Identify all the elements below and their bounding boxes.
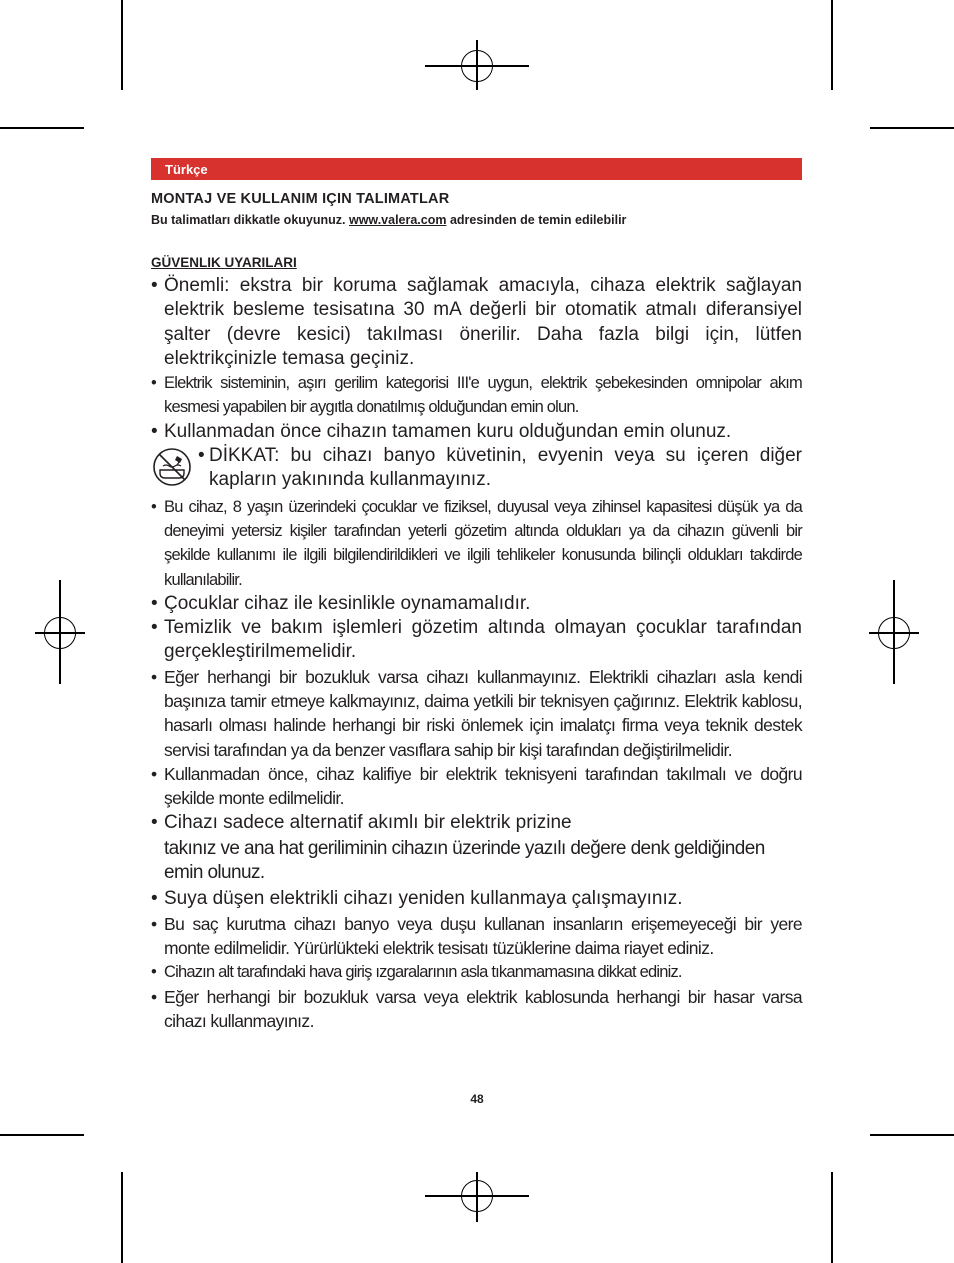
website-link[interactable]: www.valera.com (348, 213, 447, 227)
crop-mark (121, 1172, 123, 1263)
list-item-text: Çocuklar cihaz ile kesinlikle oynamamalıdır. (164, 592, 531, 614)
crop-mark (870, 127, 954, 129)
list-item (151, 420, 802, 444)
warning-item (151, 444, 802, 493)
subtitle-suffix: adresinden de temin edilebilir (449, 213, 627, 227)
bullet: • (151, 420, 158, 442)
bullet: • (198, 445, 205, 467)
crop-mark (0, 1134, 84, 1136)
bullet: • (151, 763, 157, 784)
bullet: • (151, 888, 158, 910)
list-item (151, 665, 802, 762)
document-title: MONTAJ VE KULLANIM IÇIN TALIMATLAR (151, 191, 450, 207)
list-item-text: Eğer herhangi bir bozukluk varsa cihazı kullanmayınız. Elektrikli cihazları asla kendi başınıza tamir etmeye kalkmayınız, daima yetkili bir teknisyen çağırınız. Elektrik kablosu, hasarlı olması halinde herhangi bir riski önlemek için imalatçı firma veya teknik destek servisi tarafından ya da benzer vasıflara sahip bir kişi tarafından değiştirilmelidir. (164, 666, 802, 760)
page-number: 48 (470, 1092, 484, 1106)
crop-mark (0, 127, 84, 129)
bullet: • (151, 811, 158, 833)
language-label: Türkçe (165, 162, 208, 177)
list-item-text: Önemli: ekstra bir koruma sağlamak amacıyla, cihaza elektrik sağlayan elektrik besleme tesisatına 30 mA değerli bir otomatik atmalı diferansiyel şalter (devre kesici) takılması önerilir. Daha fazla bilgi için, lütfen elektrikçinizle temasa geçiniz. (164, 275, 802, 369)
no-bath-warning-icon (151, 447, 193, 494)
safety-warnings-list (151, 274, 802, 1033)
bullet: • (151, 374, 156, 393)
bullet: • (151, 275, 158, 296)
list-item-continuation: takınız ve ana hat geriliminin cihazın üzerinde yazılı değere denk geldiğinden emin olunuz. (164, 837, 765, 884)
bullet: • (151, 592, 158, 614)
list-item (151, 811, 802, 835)
list-item-text: Eğer herhangi bir bozukluk varsa veya elektrik kablosunda herhangi bir hasar varsa cihazı kullanmayınız. (164, 986, 802, 1031)
crop-mark (831, 0, 833, 90)
bullet: • (151, 986, 157, 1007)
language-bar (151, 158, 802, 180)
list-item (151, 371, 802, 420)
list-item (151, 762, 802, 811)
document-subtitle (151, 213, 626, 227)
list-item-text: Kullanmadan önce cihazın tamamen kuru olduğundan emin olunuz. (164, 420, 732, 442)
section-title: GÜVENLIK UYARILARI (151, 255, 297, 270)
bullet: • (151, 497, 156, 516)
warning-text: DİKKAT: bu cihazı banyo küvetinin, evyenin veya su içeren diğer kapların yakınında kullanmayınız. (209, 445, 802, 491)
list-item-text: Kullanmadan önce, cihaz kalifiye bir elektrik teknisyeni tarafından takılmalı ve doğru şekilde monte edilmelidir. (164, 763, 802, 809)
list-item-text: Bu saç kurutma cihazı banyo veya duşu kullanan insanların erişemeyeceği bir yere monte edilmelidir. Yürürlükteki elektrik tesisatı tüzüklerine daima riayet ediniz. (164, 913, 802, 959)
list-item (151, 592, 802, 616)
list-item (151, 495, 802, 592)
list-item (151, 912, 802, 961)
list-item-text: Temizlik ve bakım işlemleri gözetim altında olmayan çocuklar tarafından gerçekleştirilmemelidir. (164, 617, 802, 663)
list-item-text: Cihazı sadece alternatif akımlı bir elektrik prizine (164, 811, 572, 833)
list-item (151, 887, 802, 911)
list-item-text: Suya düşen elektrikli cihazı yeniden kullanmaya çalışmayınız. (164, 888, 683, 910)
crop-mark (831, 1172, 833, 1263)
list-item-text: Cihazın alt tarafındaki hava giriş ızgaralarının asla tıkanmamasına dikkat ediniz. (164, 963, 682, 982)
list-item (151, 985, 802, 1034)
list-item-text: Bu cihaz, 8 yaşın üzerindeki çocuklar ve fiziksel, duyusal veya zihinsel kapasitesi düşük ya da deneyimi yetersiz kişiler tarafından yeterli gözetim altında oldukları ya da cihazın güvenli bir şekilde kullanımı ile ilgili bilgilendirildikleri ve ilgili tehlikeler konusunda bilinçli oldukları takdirde kullanılabilir. (164, 497, 802, 589)
crop-mark (121, 0, 123, 90)
crop-mark (870, 1134, 954, 1136)
bullet: • (151, 913, 157, 934)
list-item (151, 274, 802, 371)
bullet: • (151, 666, 157, 687)
subtitle-prefix: Bu talimatları dikkatle okuyunuz. (151, 213, 346, 227)
list-item (151, 616, 802, 665)
list-item (151, 960, 802, 984)
bullet: • (151, 617, 158, 639)
bullet: • (151, 963, 156, 982)
list-item-text: Elektrik sisteminin, aşırı gerilim kategorisi III'e uygun, elektrik şebekesinden omnipolar akım kesmesi yapabilen bir aygıtla donatılmış olduğundan emin olun. (164, 374, 802, 417)
